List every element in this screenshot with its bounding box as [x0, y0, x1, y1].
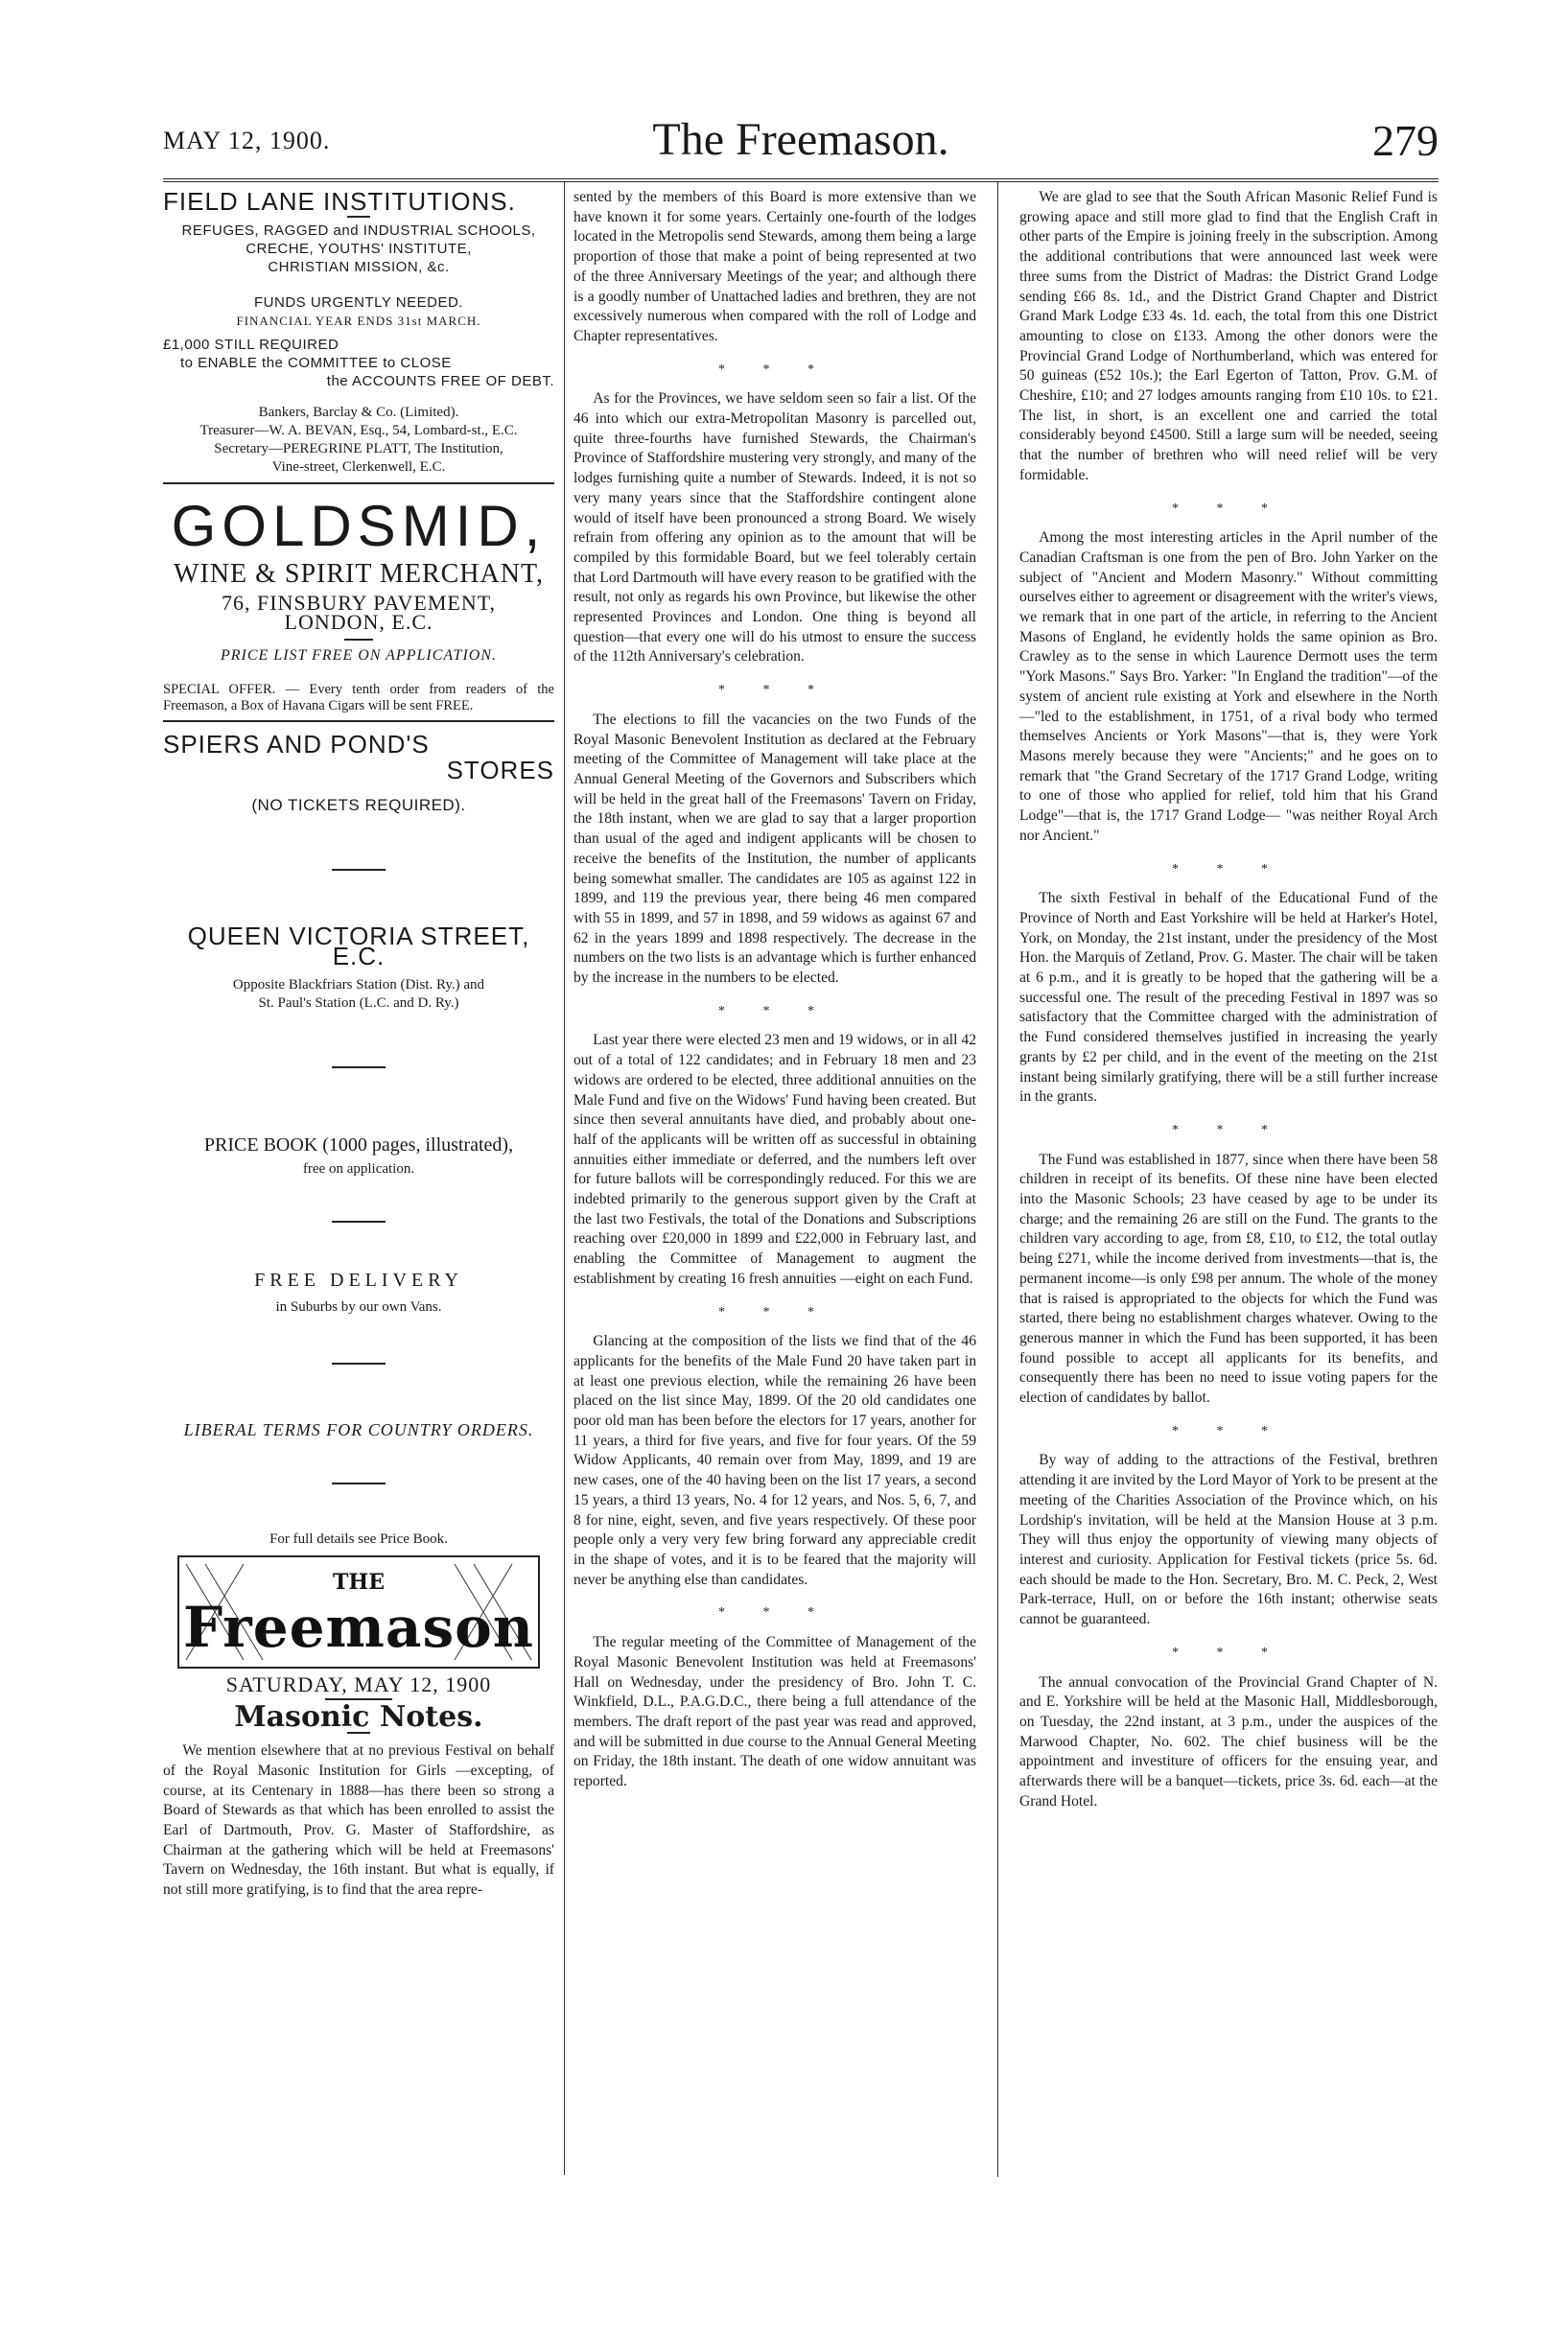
short-rule — [332, 1221, 386, 1223]
field-lane-address: Vine-street, Clerkenwell, E.C. — [271, 458, 446, 475]
goldsmid-title: GOLDSMID, — [171, 493, 547, 558]
field-lane-bankers: Bankers, Barclay & Co. (Limited). — [258, 404, 459, 420]
field-lane-funds: FUNDS URGENTLY NEEDED. — [254, 293, 463, 311]
short-rule — [332, 1363, 386, 1365]
article-paragraph: Glancing at the composition of the lists we find that of the 46 applicants for the benefits of the Male Fund 20 have taken part in at least one previous election, while the remaining 26 have been placed on the list since May, 1899. Of the 20 old candidates one poor old man has been before the electors for 17 years, another for 11 years, a third for five years, and five for four years. Of the 59 Widow Applicants, 40 remain over from May, 1899, and 19 are new cases, one of the 40 having been on the list 17 years, a second 15 years, a third 13 years, No. 4 for 12 years, and Nos. 5, 6, 7, and 8 for nine, eight, seven, and five years respectively. Of these poor people only a very very few bring forward any appreciable credit in the shape of votes, and it is to be feared that the majority will never be anything else than candidates. — [573, 1333, 976, 1588]
short-rule — [347, 216, 370, 218]
section-title: Masonic Notes. — [234, 1700, 483, 1735]
field-lane-required: £1,000 STILL REQUIRED — [163, 336, 339, 353]
field-lane-enable1: to ENABLE the COMMITTEE to CLOSE — [180, 354, 452, 371]
field-lane-advert — [163, 187, 554, 477]
article-paragraph: The sixth Festival in behalf of the Educational Fund of the Province of North and East Yorkshire will be held at Harker's Hotel, York, on Monday, the 21st instant, under the presidency of the Most Hon. the Marquis of Zetland, Prov. G. Master. The chair will be taken at 6 p.m., and it is greatly to be hoped that the gathering will be a successful one. The result of the preceding Festival in 1897 was so satisfactory that the Committee charged with the administration of the Fund considered themselves justified in increasing the yearly grants by £2 per child, and in the event of the meeting on the 21st instant being similarly gratifying, there will be a still further increase in the grants. — [1019, 890, 1438, 1106]
separator-asterisks: * * * — [1172, 1423, 1285, 1438]
logo-the: THE — [333, 1569, 385, 1595]
short-rule — [344, 639, 373, 641]
goldsmid-offer: SPECIAL OFFER. — Every tenth order from readers of the Freemason, a Box of Havana Cigars will be sent FREE. — [163, 681, 554, 713]
field-lane-financial: FINANCIAL YEAR ENDS 31st MARCH. — [236, 313, 481, 328]
field-lane-line3: CHRISTIAN MISSION, &c. — [268, 258, 450, 275]
spiers-details: For full details see Price Book. — [269, 1530, 448, 1547]
logo-freemason: Freemason — [183, 1594, 534, 1660]
goldsmid-subtitle: WINE & SPIRIT MERCHANT, — [174, 558, 544, 589]
article-paragraph: The annual convocation of the Provincial Grand Chapter of N. and E. Yorkshire will be held at the Masonic Hall, Middlesborough, on Tuesday, the 22nd instant, at 3 p.m., under the auspices of the Marwood Chapter, No. 602. The chief business will be the appointment and investiture of officers for the ensuing year, and afterwards there will be a banquet—tickets, price 3s. 6d. each—at the Grand Hotel. — [1019, 1673, 1438, 1810]
field-lane-secretary: Secretary—PEREGRINE PLATT, The Institution, — [214, 440, 503, 456]
spiers-street: QUEEN VICTORIA STREET, E.C. — [187, 922, 530, 970]
separator-asterisks: * * * — [718, 683, 831, 698]
column-1 — [163, 188, 554, 1914]
advert-rule — [163, 482, 554, 484]
spiers-suburbs: in Suburbs by our own Vans. — [275, 1299, 442, 1316]
goldsmid-advert — [163, 494, 554, 714]
field-lane-line2: CRECHE, YOUTHS' INSTITUTE, — [246, 240, 472, 257]
separator-asterisks: * * * — [718, 362, 831, 377]
article-paragraph: As for the Provinces, we have seldom seen so fair a list. Of the 46 into which our extra-Metropolitan Masonry is parcelled out, quite three-fourths have furnished Stewards, the Chairman's Province of Staffordshire mustering very strongly, and many of the lodges furnishing quite a number of Stewards. Indeed, it is not so very many years since that the Staffordshire contingent alone would of itself have been pronounced a strong Board. We wisely refrain from offering any opinion as to the amount that will be compiled by this formidable Board, but we feel tolerably certain that Lord Dartmouth will have every reason to be gratified with the result, not only as regards his own Province, but likewise the other represented Provinces and London. One thing is beyond all question—that every one will do his utmost to ensure the success of the 112th Anniversary's celebration. — [573, 390, 976, 666]
short-rule — [332, 869, 386, 871]
spiers-free-delivery: FREE DELIVERY — [254, 1270, 463, 1292]
goldsmid-price-list: PRICE LIST FREE ON APPLICATION. — [220, 647, 498, 665]
separator-asterisks: * * * — [1172, 501, 1285, 516]
newspaper-title: The Freemason. — [652, 114, 949, 165]
goldsmid-address2: LONDON, E.C. — [284, 610, 433, 635]
separator-asterisks: * * * — [1172, 861, 1285, 876]
separator-asterisks: * * * — [1172, 1645, 1285, 1660]
column-divider-2 — [997, 182, 998, 2177]
article-paragraph: sented by the members of this Board is more extensive than we have known it for some years. Certainly one-fourth of the lodges located in the Metropolis send Stewards, among them being a large proportion of those that make a point of being represented at two of the three Anniversary Meetings of the year; and although there is a goodly number of Unattached ladies and brethren, they are not excessively numerous when compared with the roll of Lodge and Chapter representatives. — [573, 189, 976, 344]
page-number: 279 — [1372, 116, 1439, 165]
column-3 — [1019, 188, 1438, 1825]
spiers-price-book: PRICE BOOK (1000 pages, illustrated), — [203, 1133, 514, 1156]
field-lane-enable2: the ACCOUNTS FREE OF DEBT. — [326, 372, 554, 389]
masthead-rule — [163, 178, 1439, 182]
article-paragraph: We are glad to see that the South African Masonic Relief Fund is growing apace and still more glad to find that the English Craft in other parts of the Empire is joining freely in the subscription. Among the additional contributions that were announced last week were three sums from the District of Madras: the District Grand Lodge sending £66 8s. 1d., and the District Grand Chapter and District Grand Mark Lodge £33 4s. 1d. each, the total from this one District amounting to close on £133. Among the other donors were the Provincial Grand Lodge of Northumberland, which was entered for 50 guineas (£52 10s.); the Earl Egerton of Tatton, Prov. G.M. of Cheshire, £10; and 27 lodges amounts ranging from £10 10s. to £21. The list, in short, is an excellent one and carried the total considerably beyond £4500. Still a large sum will be needed, seeing that the number of brethren who will need relief will be very formidable. — [1019, 189, 1438, 483]
article-paragraph: Among the most interesting articles in the April number of the Canadian Craftsman is one from the pen of Bro. John Yarker on the subject of "Ancient and Modern Masonry." Without committing ourselves either to agreement or disagreement with the writer's views, we remark that in one part of the article, in referring to the Ancient Masons of England, he evidently holds the same opinion as Bro. Crawley as to the sense in which Laurence Dermott uses the term "York Masons." Says Bro. Yarker: "In England the tradition"—of the system of ancient rule existing at York and elsewhere in the North—"led to the establishment, in 1751, of a rival body who termed themselves Ancients or York Masons"—that is, they were York Masons merely because they were "Ancients;" and he goes on to remark that "the Grand Secretary of the 1717 Grand Lodge, writing to one of those who applied for relief, told him that his Grand Lodge"—that is, the 1717 Grand Lodge— "was neither Royal Arch nor Ancient." — [1019, 529, 1438, 844]
spiers-no-tickets: (NO TICKETS REQUIRED). — [251, 795, 466, 814]
spiers-opposite1: Opposite Blackfriars Station (Dist. Ry.) and — [232, 976, 485, 993]
masthead — [163, 113, 1439, 176]
short-rule — [332, 1066, 386, 1068]
article-paragraph: The elections to fill the vacancies on the two Funds of the Royal Masonic Benevolent Institution as declared at the February meeting of the Committee of Management will take place at the Annual General Meeting of the Governors and Subscribers which will be held in the great hall of the Freemasons' Tavern on Friday, the 18th instant, when we are glad to say that a larger proportion than usual of the aged and indigent applicants will be chosen to receive the benefits of the Institution, the number of applicants being somewhat smaller. The candidates are 105 as against 122 in 1899, and 119 the previous year, there being 46 men compared with 55 in 1899, and 57 in 1898, and 59 widows as against 67 and 62 in the years 1899 and 1898 respectively. The decrease in the numbers on the two lists is an advantage which is further enhanced by the increase in the numbers to be elected. — [573, 711, 976, 987]
separator-asterisks: * * * — [718, 1003, 831, 1018]
column-2 — [573, 188, 976, 1806]
goldsmid-address1: 76, FINSBURY PAVEMENT, — [221, 590, 497, 615]
article-paragraph: Last year there were elected 23 men and 19 widows, or in all 42 out of a total of 122 candidates; and in February 18 men and 23 widows are ordered to be elected, three additional annuities on the Male Fund and five on the Widows' Fund having been created. But since then several annuitants have died, and probably about one-half of the applicants will be written off as successful in obtaining annuities either immediate or deferred, and the numbers left over for future ballots will be correspondingly reduced. For this we are indebted primarily to the generous support given by the Craft at the last two Festivals, the total of the Donations and Subscriptions reaching over £20,000 in 1899 and £22,000 in February last, and enabling the Committee of Management to augment the establishment by creating 16 fresh annuities —eight on each Fund. — [573, 1032, 976, 1287]
spiers-title: SPIERS AND POND'S — [163, 729, 430, 759]
advert-rule — [163, 720, 554, 722]
spiers-stores: STORES — [446, 755, 554, 784]
separator-asterisks: * * * — [718, 1304, 831, 1320]
column-divider-1 — [564, 182, 565, 2175]
field-lane-line1: REFUGES, RAGGED and INDUSTRIAL SCHOOLS, — [181, 222, 536, 239]
freemason-masthead-logo — [176, 1554, 541, 1670]
article-paragraph: By way of adding to the attractions of the Festival, brethren attending it are invited by the Lord Mayor of York to be present at the meeting of the Charities Association of the Province which, on his Lordship's invitation, will be held at the Mansion House at 3 p.m. They will thus enjoy the opportunity of viewing many objects of interest and curiosity. Application for Festival tickets (price 5s. 6d. each should be made to the Hon. Secretary, Bro. M. C. Peck, 2, West Park-terrace, Hull, on or before the 16th instant; otherwise seats cannot be guaranteed. — [1019, 1452, 1438, 1628]
article-paragraph: We mention elsewhere that at no previous Festival on behalf of the Royal Masonic Institution for Girls —excepting, of course, at its Centenary in 1888—has there been so strong a Board of Stewards as that which has been enrolled to assist the Earl of Dartmouth, Prov. G. Master of Staffordshire, as Chairman at the gathering which will be held at Freemasons' Tavern on Wednesday, the 16th instant. But what is equally, if not still more gratifying, is to find that the area repre- — [163, 1742, 554, 1899]
short-rule — [332, 1483, 386, 1484]
spiers-opposite2: St. Paul's Station (L.C. and D. Ry.) — [258, 994, 459, 1011]
field-lane-title: FIELD LANE INSTITUTIONS. — [163, 187, 516, 216]
separator-asterisks: * * * — [718, 1605, 831, 1621]
separator-asterisks: * * * — [1172, 1122, 1285, 1137]
spiers-liberal-terms: LIBERAL TERMS FOR COUNTRY ORDERS. — [183, 1420, 534, 1440]
field-lane-treasurer: Treasurer—W. A. BEVAN, Esq., 54, Lombard-st., E.C. — [199, 422, 518, 438]
spiers-free-application: free on application. — [302, 1161, 415, 1178]
issue-date-header: MAY 12, 1900. — [163, 127, 331, 154]
spiers-pond-advert — [163, 730, 554, 1549]
article-paragraph: The regular meeting of the Committee of Management of the Royal Masonic Benevolent Institution was held at Freemasons' Hall on Wednesday, under the presidency of Bro. John T. C. Winkfield, D.L., P.A.G.D.C., there being a full attendance of the members. The draft report of the past year was read and approved, and will be submitted in due course to the Annual General Meeting on Friday, the 18th instant. The death of one widow annuitant was reported. — [573, 1634, 976, 1790]
article-paragraph: The Fund was established in 1877, since when there have been 58 children in receipt of its benefits. Of these nine have been elected into the Masonic Schools; 23 have ceased by age to be under its charge; and the remaining 26 are still on the Fund. The grants to the children vary according to age, from £8, £10, to £12, the total outlay being £271, while the income derived from investments—that is, the permanent income—is only £98 per annum. The whole of the money that is raised is appropriated to the objects for which the Fund was started, there being no establishment charges whatever. Owing to the generous manner in which the Fund has been supported, it has been found possible to accept all applicants for its benefits, and consequently there has been no need to issue voting papers for the election of candidates by ballot. — [1019, 1151, 1438, 1407]
issue-date: SATURDAY, MAY 12, 1900 — [225, 1671, 492, 1696]
